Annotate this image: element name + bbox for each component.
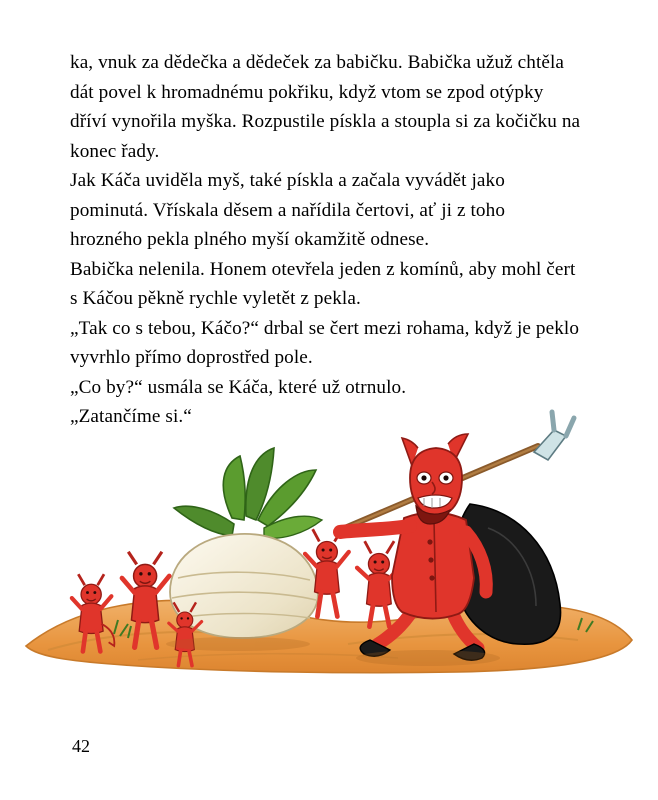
illustration-svg	[18, 408, 640, 700]
paragraph: Babička nelenila. Honem otevřela jeden z komínů, aby mohl čert s Káčou pěkně rychle vyletět z pekla.	[70, 258, 576, 309]
paragraph: „Zatančíme si.“	[70, 406, 192, 427]
small-devil	[305, 529, 402, 627]
paragraph: ka, vnuk za dědečka a dědeček za babičku. Babička užuž chtěla dát povel k hromadnému pokřiku, když vtom se zpod otýpky dříví vynořila myška. Rozpustile pískla a stoupla si za kočičku na konec řady.	[70, 52, 581, 162]
page-number: 42	[72, 736, 90, 756]
turnip-leaves	[174, 448, 322, 538]
devil-head	[402, 434, 468, 524]
page-text-block	[70, 48, 582, 432]
paragraph: „Tak co s tebou, Káčo?“ drbal se čert mezi rohama, když je peklo vyvrhlo přímo doprostřed pole.	[70, 317, 580, 368]
pitchfork-head	[534, 412, 574, 460]
paragraph: Jak Káča uviděla myš, také pískla a začala vyvádět jako pominutá. Vřískala děsem a nařídila čertovi, ať ji z toho hrozného pekla plného myší okamžitě odnese.	[70, 170, 506, 250]
illustration	[18, 408, 640, 700]
paragraph: „Co by?“ usmála se Káča, které už otrnulo.	[70, 376, 407, 398]
